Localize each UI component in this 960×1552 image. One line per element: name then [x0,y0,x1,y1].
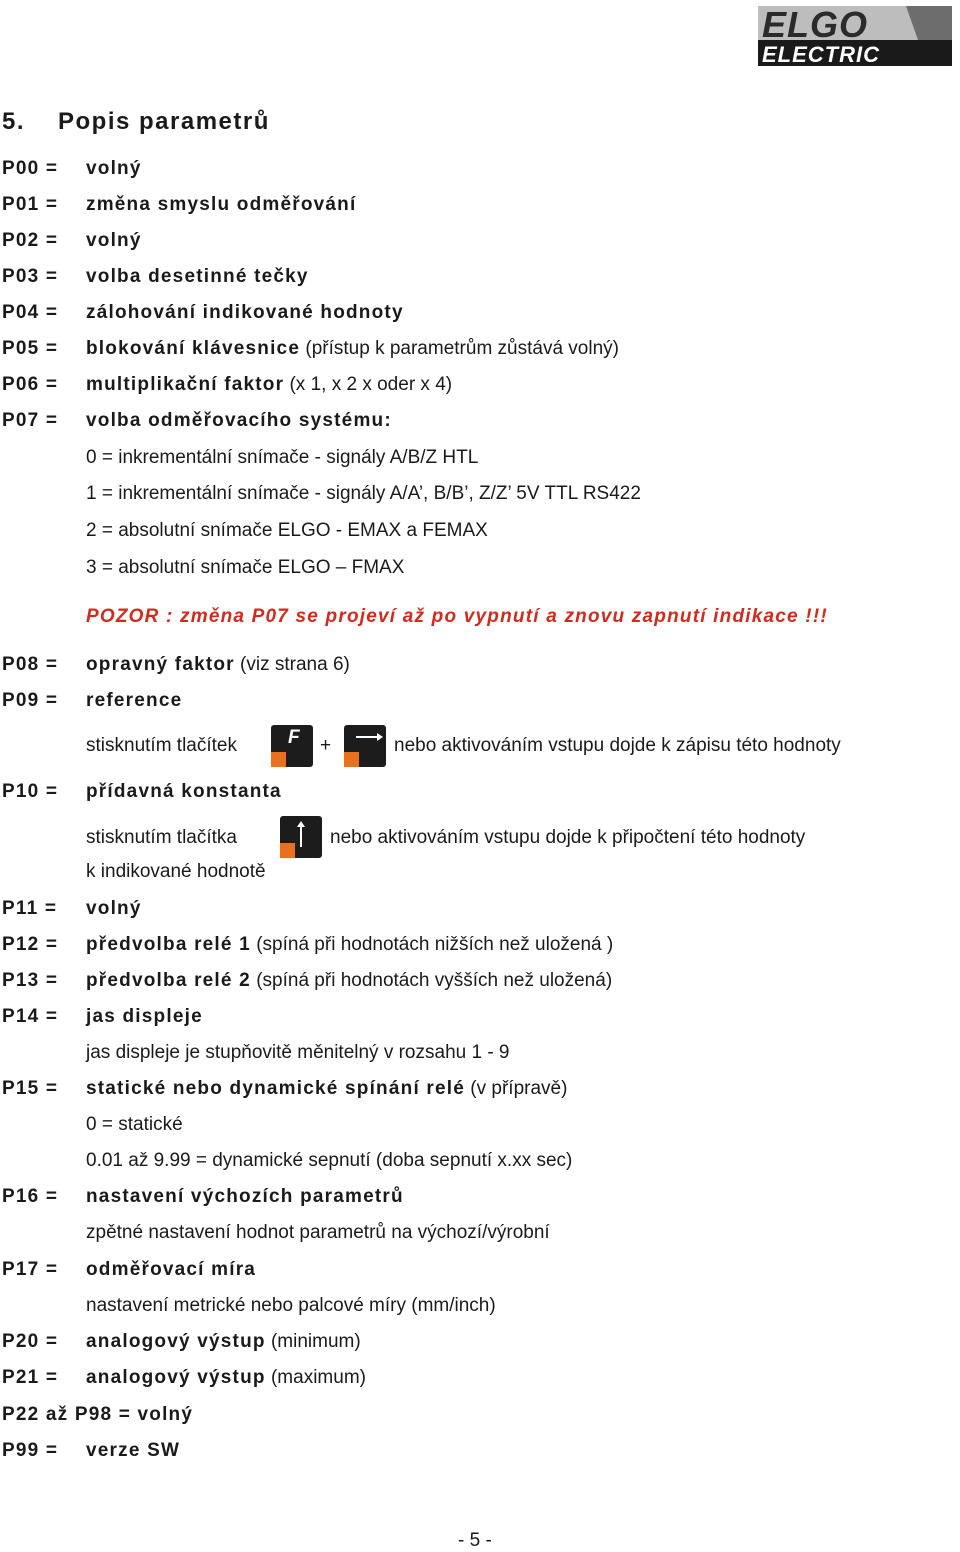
param-code: P08 = [2,654,59,675]
param-name [86,653,350,677]
param-code: P16 = [2,1186,59,1207]
param-name: reference [86,690,183,711]
param-name: jas displeje [86,1006,203,1027]
param-note: (maximum) [265,1367,366,1388]
elgo-electric-logo [756,4,954,68]
param-name-text: předvolba relé 2 [86,970,251,991]
param-code: P01 = [2,194,59,215]
p09-desc-a: stisknutím tlačítek [86,735,237,756]
param-name-text: analogový výstup [86,1367,266,1388]
param-name-text: statické nebo dynamické spínání relé [86,1078,466,1099]
page-number: - 5 - [458,1530,492,1551]
p09-desc-b: nebo aktivováním vstupu dojde k zápisu této hodnoty [394,735,841,756]
p10-desc-b: nebo aktivováním vstupu dojde k připočtení této hodnoty [330,827,806,848]
param-code: P99 = [2,1440,59,1461]
param-code: P04 = [2,302,59,323]
arrow-up-icon [280,816,322,858]
param-name: změna smyslu odměřování [86,194,357,215]
section-title: Popis parametrů [58,108,270,135]
param-name [86,1077,567,1101]
param-code: P09 = [2,690,59,711]
p16-desc: zpětné nastavení hodnot parametrů na výchozí/výrobní [86,1222,550,1243]
param-code: P03 = [2,266,59,287]
p17-desc: nastavení metrické nebo palcové míry (mm/inch) [86,1295,496,1316]
param-code: P12 = [2,934,59,955]
param-name: volný [86,158,142,179]
param-name [86,1330,361,1354]
p10-desc-a: stisknutím tlačítka [86,827,237,848]
p14-desc: jas displeje je stupňovitě měnitelný v rozsahu 1 - 9 [86,1042,510,1063]
key-accent [271,752,286,767]
param-note: (v přípravě) [465,1078,568,1099]
param-code: P07 = [2,410,59,431]
f-key-label: F [288,727,300,748]
param-code: P06 = [2,374,59,395]
p10-desc-c: k indikované hodnotě [86,861,266,882]
param-note: (viz strana 6) [234,654,350,675]
param-name-text: analogový výstup [86,1331,266,1352]
param-code: P15 = [2,1078,59,1099]
param-name: volba desetinné tečky [86,266,309,287]
param-code: P17 = [2,1259,59,1280]
p07-option-3: 3 = absolutní snímače ELGO – FMAX [86,557,405,578]
param-name [86,337,619,361]
arrow-right-icon [344,725,386,767]
section-number: 5. [2,108,26,135]
param-code: P11 = [2,898,58,919]
param-name-text: multiplikační faktor [86,374,285,395]
param-name-text: předvolba relé 1 [86,934,251,955]
param-name: volný [86,230,142,251]
svg-text:ELECTRIC: ELECTRIC [762,42,880,67]
param-range: P22 až P98 = volný [2,1404,194,1425]
param-code: P10 = [2,781,59,802]
param-name [86,373,452,397]
param-name: zálohování indikované hodnoty [86,302,404,323]
param-code: P20 = [2,1331,59,1352]
param-code: P02 = [2,230,59,251]
p15-desc-2: 0.01 až 9.99 = dynamické sepnutí (doba sepnutí x.xx sec) [86,1150,573,1171]
param-code: P00 = [2,158,59,179]
param-code: P21 = [2,1367,59,1388]
param-name: odměřovací míra [86,1259,257,1280]
param-name: nastavení výchozích parametrů [86,1186,404,1207]
arrow-right-key-icon [344,725,386,767]
p15-desc-1: 0 = statické [86,1114,183,1135]
f-key-icon [271,725,313,767]
p07-option-1: 1 = inkrementální snímače - signály A/A’, B/B’, Z/Z’ 5V TTL RS422 [86,483,641,504]
param-name: přídavná konstanta [86,781,282,802]
param-code: P13 = [2,970,59,991]
param-name: verze SW [86,1440,181,1461]
plus-sign: + [320,735,332,756]
param-note: (spíná při hodnotách nižších než uložená ) [250,934,614,955]
param-note: (spíná při hodnotách vyšších než uložená) [250,970,613,991]
param-name [86,969,612,993]
param-note: (minimum) [265,1331,361,1352]
p07-warning: POZOR : změna P07 se projeví až po vypnutí a znovu zapnutí indikace !!! [86,606,828,627]
param-note: (x 1, x 2 x oder x 4) [284,374,453,395]
arrow-up-key-icon [280,816,322,858]
section-heading [2,108,270,136]
param-note: (přístup k parametrům zůstává volný) [300,338,619,359]
param-code: P14 = [2,1006,59,1027]
param-name-text: blokování klávesnice [86,338,301,359]
param-name [86,1366,366,1390]
p07-option-0: 0 = inkrementální snímače - signály A/B/Z HTL [86,447,479,468]
p07-option-2: 2 = absolutní snímače ELGO - EMAX a FEMAX [86,520,488,541]
param-name: volba odměřovacího systému: [86,410,392,431]
param-code: P05 = [2,338,59,359]
param-name [86,933,613,957]
param-name-text: opravný faktor [86,654,235,675]
param-name: volný [86,898,142,919]
svg-text:ELGO: ELGO [762,4,869,45]
